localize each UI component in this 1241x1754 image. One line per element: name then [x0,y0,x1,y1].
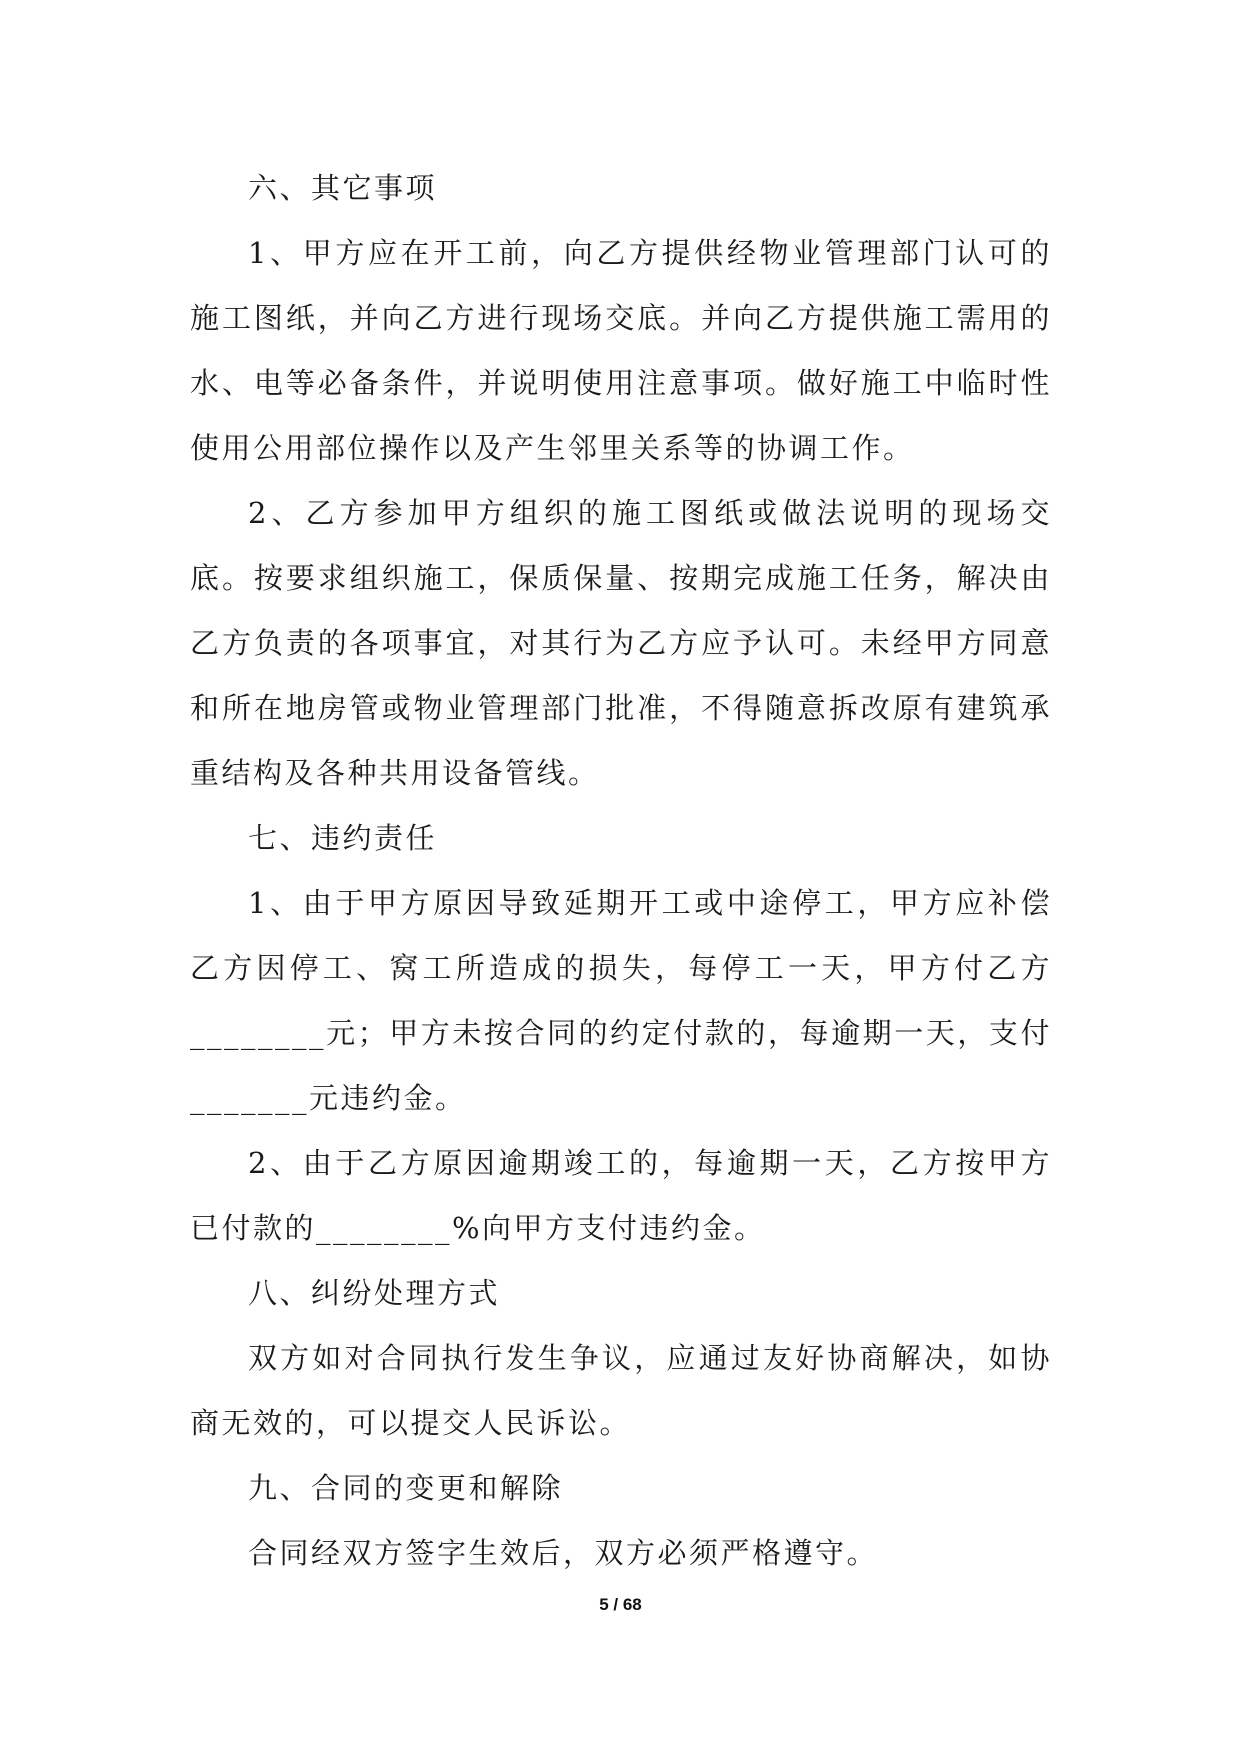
paragraph-party-a-drawings: 1、甲方应在开工前，向乙方提供经物业管理部门认可的施工图纸，并向乙方进行现场交底。并向乙方提供施工需用的水、电等必备条件，并说明使用注意事项。做好施工中临时性使用公用部位操作以及产生邻里关系等的协调工作。 [190,236,1052,465]
document-body [190,156,1052,1586]
paragraph-contract-effective: 合同经双方签字生效后，双方必须严格遵守。 [248,1536,879,1570]
paragraph-dispute: 双方如对合同执行发生争议，应通过友好协商解决，如协商无效的，可以提交人民诉讼。 [190,1341,1052,1440]
page-number: 5 / 68 [599,1595,642,1614]
section-heading-dispute-resolution: 八、纠纷处理方式 [248,1276,501,1310]
paragraph-party-a-delay: 1、由于甲方原因导致延期开工或中途停工，甲方应补偿乙方因停工、窝工所造成的损失，每停工一天，甲方付乙方________元；甲方未按合同的约定付款的，每逾期一天，支付_______元违约金。 [190,886,1052,1115]
paragraph-party-b-overdue: 2、由于乙方原因逾期竣工的，每逾期一天，乙方按甲方已付款的________%向甲方支付违约金。 [190,1146,1052,1245]
section-heading-other-matters: 六、其它事项 [248,171,438,205]
paragraph-party-b-construction: 2、乙方参加甲方组织的施工图纸或做法说明的现场交底。按要求组织施工，保质保量、按期完成施工任务，解决由乙方负责的各项事宜，对其行为乙方应予认可。未经甲方同意和所在地房管或物业管理部门批准，不得随意拆改原有建筑承重结构及各种共用设备管线。 [190,496,1052,790]
section-heading-contract-change: 九、合同的变更和解除 [248,1471,564,1505]
section-heading-breach-liability: 七、违约责任 [248,821,438,855]
